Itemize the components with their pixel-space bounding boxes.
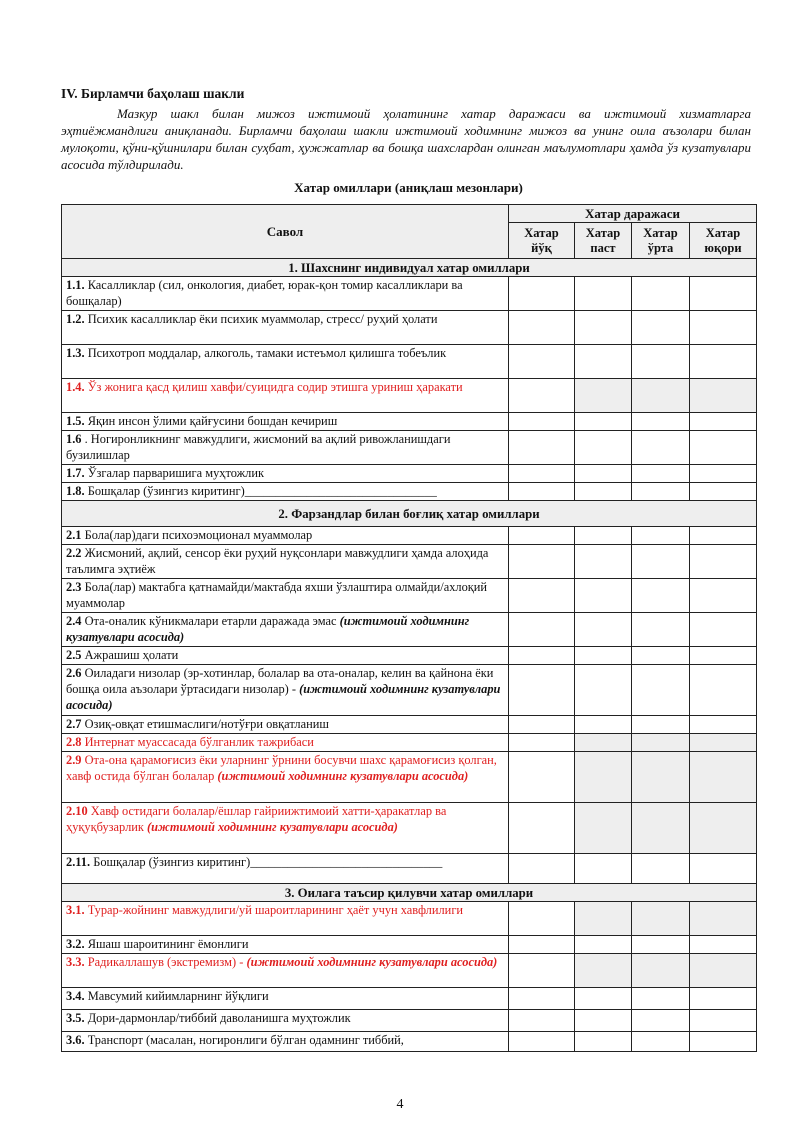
risk-cell-medium[interactable]	[632, 545, 690, 579]
risk-cell-low[interactable]	[575, 954, 632, 988]
risk-cell-low[interactable]	[575, 483, 632, 501]
risk-cell-medium[interactable]	[632, 413, 690, 431]
table-row	[62, 734, 757, 752]
question-cell	[62, 431, 509, 465]
risk-cell-none[interactable]	[509, 854, 575, 884]
risk-cell-high[interactable]	[690, 902, 757, 936]
question-number: 1.5.	[66, 414, 85, 428]
risk-cell-low[interactable]	[575, 854, 632, 884]
question-cell	[62, 579, 509, 613]
question-text: Яшаш шароитининг ёмонлиги	[87, 937, 249, 951]
section-header-row	[62, 259, 757, 277]
question-cell	[62, 413, 509, 431]
question-note: (ижтимоий ходимнинг кузатувлари асосида)	[66, 682, 501, 712]
question-number: 2.3	[66, 580, 82, 594]
risk-cell-high[interactable]	[690, 665, 757, 716]
risk-cell-medium[interactable]	[632, 752, 690, 803]
question-text: Яқин инсон ўлими қайғусини бошдан кечириш	[87, 414, 338, 428]
risk-cell-low[interactable]	[575, 665, 632, 716]
risk-cell-high[interactable]	[690, 413, 757, 431]
table-row	[62, 647, 757, 665]
table-row	[62, 413, 757, 431]
risk-cell-none[interactable]	[509, 716, 575, 734]
risk-cell-high[interactable]	[690, 936, 757, 954]
question-number: 1.3.	[66, 346, 85, 360]
header-level-high: Хатар юқори	[690, 223, 757, 259]
section-title: 1. Шахснинг индивидуал хатар омиллари	[62, 259, 757, 277]
question-cell	[62, 752, 509, 803]
question-text: Ота-она қарамоғисиз ёки уларнинг ўрнини босувчи шахс қарамоғисиз қолган, хавф остида бўлган болалар	[66, 753, 497, 783]
table-title: Хатар омиллари (аниқлаш мезонлари)	[294, 180, 523, 195]
section-header-row	[62, 884, 757, 902]
table-row	[62, 936, 757, 954]
risk-cell-medium[interactable]	[632, 716, 690, 734]
question-cell	[62, 854, 509, 884]
risk-cell-low[interactable]	[575, 311, 632, 345]
table-row	[62, 613, 757, 647]
table-row	[62, 277, 757, 311]
question-number: 2.8	[66, 735, 82, 749]
risk-cell-medium[interactable]	[632, 379, 690, 413]
question-cell	[62, 613, 509, 647]
risk-cell-high[interactable]	[690, 579, 757, 613]
risk-cell-low[interactable]	[575, 613, 632, 647]
table-row	[62, 483, 757, 501]
question-cell	[62, 954, 509, 988]
risk-cell-medium[interactable]	[632, 431, 690, 465]
table-row	[62, 345, 757, 379]
risk-cell-none[interactable]	[509, 752, 575, 803]
question-number: 2.6	[66, 666, 82, 680]
risk-cell-high[interactable]	[690, 1032, 757, 1052]
question-number: 3.4.	[66, 989, 85, 1003]
question-note: (ижтимоий ходимнинг кузатувлари асосида)	[246, 955, 498, 969]
question-cell	[62, 311, 509, 345]
risk-cell-high[interactable]	[690, 1010, 757, 1032]
question-number: 1.4.	[66, 380, 85, 394]
question-text: Ажрашиш ҳолати	[84, 648, 179, 662]
risk-cell-high[interactable]	[690, 803, 757, 854]
risk-cell-medium[interactable]	[632, 1032, 690, 1052]
risk-cell-low[interactable]	[575, 413, 632, 431]
risk-cell-none[interactable]	[509, 1010, 575, 1032]
question-number: 2.2	[66, 546, 82, 560]
risk-cell-medium[interactable]	[632, 483, 690, 501]
risk-cell-none[interactable]	[509, 936, 575, 954]
question-number: 2.4	[66, 614, 82, 628]
question-cell	[62, 936, 509, 954]
risk-cell-high[interactable]	[690, 345, 757, 379]
table-row	[62, 716, 757, 734]
question-number: 1.1.	[66, 278, 85, 292]
question-cell	[62, 379, 509, 413]
question-number: 2.9	[66, 753, 82, 767]
table-row	[62, 803, 757, 854]
risk-cell-medium[interactable]	[632, 854, 690, 884]
table-row	[62, 465, 757, 483]
question-cell	[62, 902, 509, 936]
risk-cell-none[interactable]	[509, 527, 575, 545]
risk-cell-medium[interactable]	[632, 465, 690, 483]
question-text: Бошқалар (ўзингиз киритинг)_______________________________	[87, 484, 437, 498]
section-header-row	[62, 501, 757, 527]
question-text: Ўзгалар парваришига муҳтожлик	[87, 466, 264, 480]
question-number: 2.1	[66, 528, 82, 542]
risk-cell-none[interactable]	[509, 647, 575, 665]
risk-cell-none[interactable]	[509, 311, 575, 345]
risk-cell-low[interactable]	[575, 431, 632, 465]
risk-cell-high[interactable]	[690, 716, 757, 734]
risk-cell-none[interactable]	[509, 665, 575, 716]
question-text: Ота-оналик кўникмалари етарли даражада эмас	[84, 614, 337, 628]
intro-paragraph: Мазкур шакл билан мижоз ижтимоий ҳолатининг хатар даражаси ва ижтимоий хизматларга эҳтиёжмандлиги аниқланади. Бирламчи баҳолаш шакли ижтимоий ходимнинг мижоз ва унинг оила аъзолари билан мулоқоти, қўни-қўшнилари билан суҳбат, ҳужжатлар ва бошқа шахслардан олинган маълумотлари ҳамда ўз кузатувлари асосида тўлдирилади.	[61, 106, 751, 172]
question-number: 2.5	[66, 648, 82, 662]
risk-cell-low[interactable]	[575, 734, 632, 752]
question-text: Оиладаги низолар (эр-хотинлар, болалар ва ота-оналар, келин ва қайнона ёки бошқа оила аъзолари ўртасидаги низолар) -	[66, 666, 494, 696]
risk-cell-medium[interactable]	[632, 579, 690, 613]
risk-cell-none[interactable]	[509, 545, 575, 579]
risk-cell-none[interactable]	[509, 734, 575, 752]
table-body	[62, 259, 757, 1052]
risk-cell-low[interactable]	[575, 902, 632, 936]
risk-cell-high[interactable]	[690, 613, 757, 647]
question-text: Хавф остидаги болалар/ёшлар гайриижтимоий хатти-ҳаракатлар ва ҳуқуқбузарлик	[66, 804, 447, 834]
risk-cell-high[interactable]	[690, 277, 757, 311]
risk-cell-medium[interactable]	[632, 988, 690, 1010]
question-text: Мавсумий кийимларнинг йўқлиги	[87, 989, 269, 1003]
risk-cell-low[interactable]	[575, 465, 632, 483]
table-row	[62, 752, 757, 803]
risk-cell-medium[interactable]	[632, 311, 690, 345]
risk-cell-high[interactable]	[690, 527, 757, 545]
table-row	[62, 379, 757, 413]
question-cell	[62, 988, 509, 1010]
table-row	[62, 527, 757, 545]
table-row	[62, 545, 757, 579]
risk-cell-medium[interactable]	[632, 803, 690, 854]
section-heading: IV. Бирламчи баҳолаш шакли	[61, 86, 245, 101]
risk-cell-medium[interactable]	[632, 527, 690, 545]
risk-cell-high[interactable]	[690, 311, 757, 345]
risk-cell-medium[interactable]	[632, 647, 690, 665]
question-number: 2.10	[66, 804, 88, 818]
table-row	[62, 1010, 757, 1032]
question-cell	[62, 1032, 509, 1052]
question-cell	[62, 483, 509, 501]
question-number: 3.1.	[66, 903, 85, 917]
question-text: . Ногиронликнинг мавжудлиги, жисмоний ва ақлий ривожланишдаги бузилишлар	[66, 432, 451, 462]
section-title: 3. Оилага таъсир қилувчи хатар омиллари	[62, 884, 757, 902]
risk-cell-low[interactable]	[575, 936, 632, 954]
risk-cell-medium[interactable]	[632, 734, 690, 752]
question-text: Бола(лар)даги психоэмоционал муаммолар	[84, 528, 313, 542]
section-title: 2. Фарзандлар билан боғлиқ хатар омиллари	[62, 501, 757, 527]
risk-cell-none[interactable]	[509, 483, 575, 501]
question-number: 2.7	[66, 717, 82, 731]
risk-cell-high[interactable]	[690, 954, 757, 988]
risk-cell-medium[interactable]	[632, 1010, 690, 1032]
question-number: 1.6	[66, 432, 82, 446]
risk-cell-low[interactable]	[575, 579, 632, 613]
question-cell	[62, 647, 509, 665]
risk-cell-low[interactable]	[575, 1032, 632, 1052]
risk-cell-high[interactable]	[690, 379, 757, 413]
risk-cell-medium[interactable]	[632, 954, 690, 988]
risk-cell-low[interactable]	[575, 647, 632, 665]
question-text: Озиқ-овқат етишмаслиги/нотўғри овқатланиш	[84, 717, 329, 731]
risk-cell-high[interactable]	[690, 465, 757, 483]
risk-cell-high[interactable]	[690, 854, 757, 884]
question-cell	[62, 665, 509, 716]
risk-cell-none[interactable]	[509, 431, 575, 465]
risk-cell-medium[interactable]	[632, 613, 690, 647]
question-cell	[62, 803, 509, 854]
risk-cell-low[interactable]	[575, 716, 632, 734]
header-risk-level: Хатар даражаси	[509, 205, 757, 223]
question-text: Транспорт (масалан, ногиронлиги бўлган одамнинг тиббий,	[87, 1033, 404, 1047]
risk-cell-none[interactable]	[509, 988, 575, 1010]
risk-cell-none[interactable]	[509, 954, 575, 988]
question-number: 3.5.	[66, 1011, 85, 1025]
question-text: Радикаллашув (экстремизм) -	[87, 955, 244, 969]
risk-cell-medium[interactable]	[632, 902, 690, 936]
risk-cell-medium[interactable]	[632, 936, 690, 954]
question-note: (ижтимоий ходимнинг кузатувлари асосида)	[147, 820, 398, 834]
risk-cell-high[interactable]	[690, 734, 757, 752]
question-cell	[62, 545, 509, 579]
table-row	[62, 1032, 757, 1052]
question-text: Дори-дармонлар/тиббий даволанишга муҳтожлик	[87, 1011, 351, 1025]
risk-cell-none[interactable]	[509, 579, 575, 613]
question-cell	[62, 277, 509, 311]
question-cell	[62, 465, 509, 483]
risk-cell-low[interactable]	[575, 988, 632, 1010]
risk-cell-high[interactable]	[690, 431, 757, 465]
question-text: Ўз жонига қасд қилиш хавфи/суицидга содир этишга уриниш ҳаракати	[87, 380, 463, 394]
table-row	[62, 311, 757, 345]
question-cell	[62, 716, 509, 734]
question-number: 1.8.	[66, 484, 85, 498]
risk-cell-none[interactable]	[509, 277, 575, 311]
question-cell	[62, 734, 509, 752]
question-number: 3.6.	[66, 1033, 85, 1047]
header-level-none: Хатар йўқ	[509, 223, 575, 259]
question-text: Психотроп моддалар, алкоголь, тамаки истеъмол қилишга тобеълик	[87, 346, 447, 360]
risk-cell-high[interactable]	[690, 752, 757, 803]
risk-cell-low[interactable]	[575, 345, 632, 379]
question-note: (ижтимоий ходимнинг кузатувлари асосида)	[217, 769, 469, 783]
risk-cell-none[interactable]	[509, 345, 575, 379]
risk-cell-high[interactable]	[690, 483, 757, 501]
question-text: Психик касалликлар ёки психик муаммолар, стресс/ руҳий ҳолати	[87, 312, 438, 326]
question-number: 1.7.	[66, 466, 85, 480]
table-row	[62, 579, 757, 613]
question-number: 1.2.	[66, 312, 85, 326]
risk-cell-low[interactable]	[575, 803, 632, 854]
question-text: Бошқалар (ўзингиз киритинг)_______________________________	[93, 855, 443, 869]
question-text: Жисмоний, ақлий, сенсор ёки руҳий нуқсонлари мавжудлиги ҳамда алоҳида таълимга эҳтиёж	[66, 546, 489, 576]
risk-cell-none[interactable]	[509, 902, 575, 936]
risk-cell-none[interactable]	[509, 1032, 575, 1052]
question-text: Касалликлар (сил, онкология, диабет, юрак-қон томир касалликлари ва бошқалар)	[66, 278, 463, 308]
risk-cell-none[interactable]	[509, 613, 575, 647]
header-question: Савол	[62, 205, 509, 259]
question-text: Турар-жойнинг мавжудлиги/уй шароитларининг ҳаёт учун хавфлилиги	[87, 903, 464, 917]
risk-cell-none[interactable]	[509, 465, 575, 483]
question-number: 2.11.	[66, 855, 91, 869]
risk-factors-table	[61, 204, 757, 1052]
risk-cell-low[interactable]	[575, 1010, 632, 1032]
risk-cell-low[interactable]	[575, 752, 632, 803]
header-level-low: Хатар паст	[575, 223, 632, 259]
question-number: 3.3.	[66, 955, 85, 969]
table-row	[62, 902, 757, 936]
question-text: Интернат муассасада бўлганлик тажрибаси	[84, 735, 314, 749]
risk-cell-low[interactable]	[575, 277, 632, 311]
question-text: Бола(лар) мактабга қатнамайди/мактабда яхши ўзлаштира олмайди/ахлоқий муаммолар	[66, 580, 488, 610]
risk-cell-low[interactable]	[575, 527, 632, 545]
risk-cell-medium[interactable]	[632, 665, 690, 716]
table-row	[62, 665, 757, 716]
risk-cell-none[interactable]	[509, 379, 575, 413]
risk-cell-low[interactable]	[575, 379, 632, 413]
risk-cell-none[interactable]	[509, 803, 575, 854]
question-number: 3.2.	[66, 937, 85, 951]
question-cell	[62, 1010, 509, 1032]
header-level-medium: Хатар ўрта	[632, 223, 690, 259]
risk-cell-high[interactable]	[690, 988, 757, 1010]
table-row	[62, 431, 757, 465]
table-row	[62, 854, 757, 884]
page-number: 4	[396, 1097, 404, 1112]
question-note: (ижтимоий ходимнинг кузатувлари асосида)	[66, 614, 470, 644]
table-row	[62, 954, 757, 988]
table-row	[62, 988, 757, 1010]
risk-cell-none[interactable]	[509, 413, 575, 431]
risk-cell-high[interactable]	[690, 545, 757, 579]
question-cell	[62, 345, 509, 379]
risk-cell-low[interactable]	[575, 545, 632, 579]
risk-cell-high[interactable]	[690, 647, 757, 665]
risk-cell-medium[interactable]	[632, 345, 690, 379]
risk-cell-medium[interactable]	[632, 277, 690, 311]
question-cell	[62, 527, 509, 545]
